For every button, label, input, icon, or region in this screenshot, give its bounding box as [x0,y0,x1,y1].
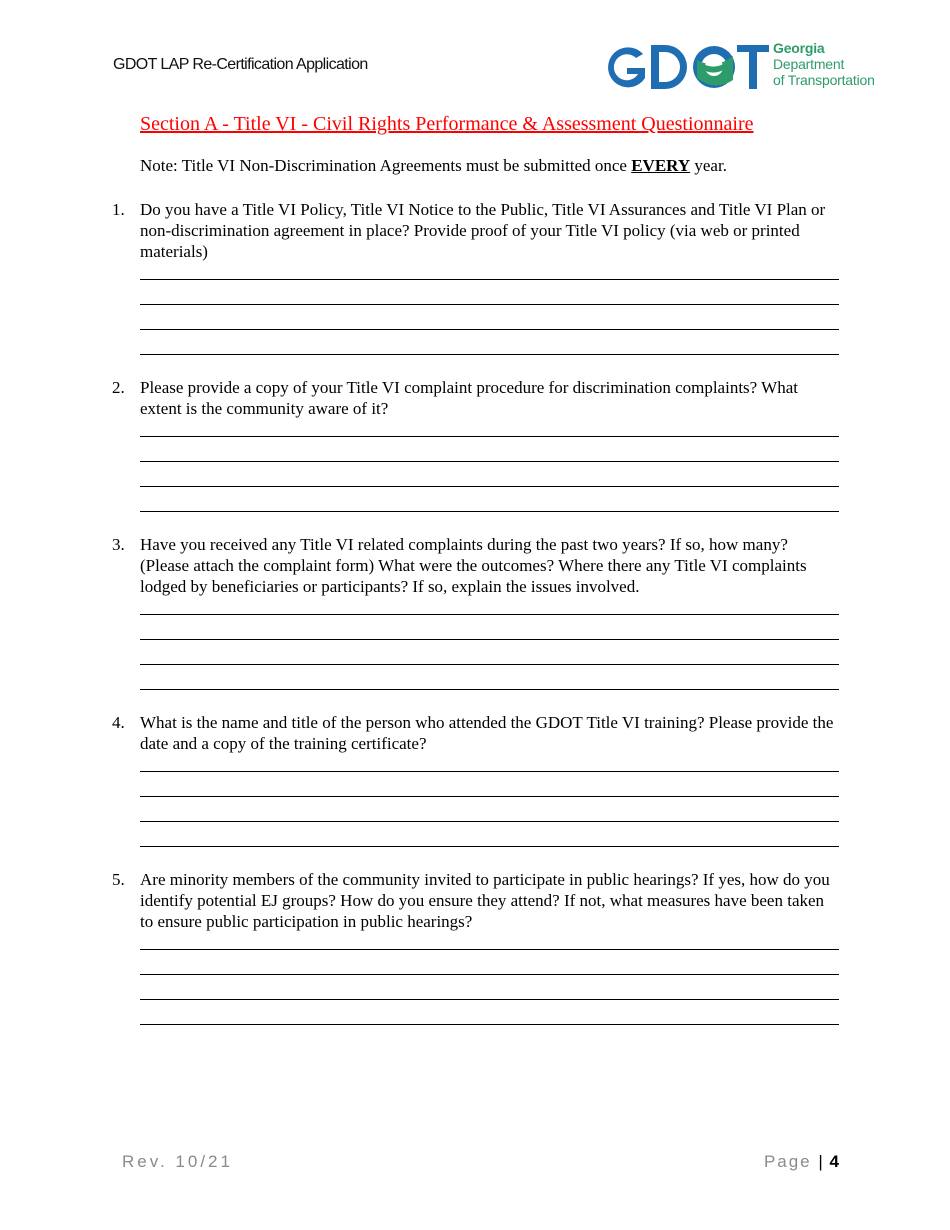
answer-line[interactable] [140,354,839,355]
note-suffix: year. [690,156,727,175]
footer-revision: Rev. 10/21 [122,1152,233,1171]
gdot-logo [603,40,893,94]
gdot-logo-text [773,40,875,88]
question-text: Are minority members of the community invited to participate in public hearings? If yes, how do you identify potential EJ groups? How do you ensure they attend? If not, what measures have been taken to ensure public participation in public hearings? [140,870,830,931]
question-text: What is the name and title of the person who attended the GDOT Title VI training? Please provide the date and a copy of the training certificate? [140,713,834,753]
footer-page [764,1152,839,1172]
footer-separator: | [818,1152,823,1171]
answer-line[interactable] [140,639,839,640]
answer-line[interactable] [140,304,839,305]
answer-line[interactable] [140,486,839,487]
question-number: 5. [112,870,125,889]
answer-line[interactable] [140,949,839,950]
answer-line[interactable] [140,796,839,797]
question-text: Please provide a copy of your Title VI complaint procedure for discrimination complaints? What extent is the community aware of it? [140,378,798,418]
question-number: 4. [112,713,125,732]
answer-line[interactable] [140,771,839,772]
answer-line[interactable] [140,1024,839,1025]
logo-line-transportation: of Transportation [773,72,875,88]
footer-page-label: Page [763,1152,812,1171]
answer-line[interactable] [140,511,839,512]
answer-line[interactable] [140,329,839,330]
answer-line[interactable] [140,614,839,615]
question-number: 1. [112,200,125,219]
question-text: Do you have a Title VI Policy, Title VI Notice to the Public, Title VI Assurances and Title VI Plan or non-discrimination agreement in place? Provide proof of your Title VI policy (via web or printed materials) [140,200,826,261]
footer-page-number: 4 [829,1152,839,1171]
answer-line[interactable] [140,436,839,437]
answer-line[interactable] [140,461,839,462]
note [140,156,727,176]
answer-line[interactable] [140,974,839,975]
question-number: 3. [112,535,125,554]
question-text: Have you received any Title VI related complaints during the past two years? If so, how many? (Please attach the complaint form) What were the outcomes? Where there any Title VI complaints lodged by beneficiaries or participants? If so, explain the issues involved. [140,535,807,596]
answer-line[interactable] [140,664,839,665]
logo-line-georgia: Georgia [773,40,825,56]
section-title: Section A - Title VI - Civil Rights Performance & Assessment Questionnaire [140,113,754,135]
answer-line[interactable] [140,999,839,1000]
answer-line[interactable] [140,279,839,280]
note-prefix: Note: Title VI Non-Discrimination Agreements must be submitted once [140,156,632,175]
logo-line-department: Department [773,56,845,72]
answer-line[interactable] [140,689,839,690]
answer-line[interactable] [140,821,839,822]
note-emphasis: EVERY [631,156,691,175]
document-header-title: GDOT LAP Re-Certification Application [113,56,368,73]
question-number: 2. [112,378,125,397]
answer-line[interactable] [140,846,839,847]
gdot-wordmark-icon [603,40,773,94]
